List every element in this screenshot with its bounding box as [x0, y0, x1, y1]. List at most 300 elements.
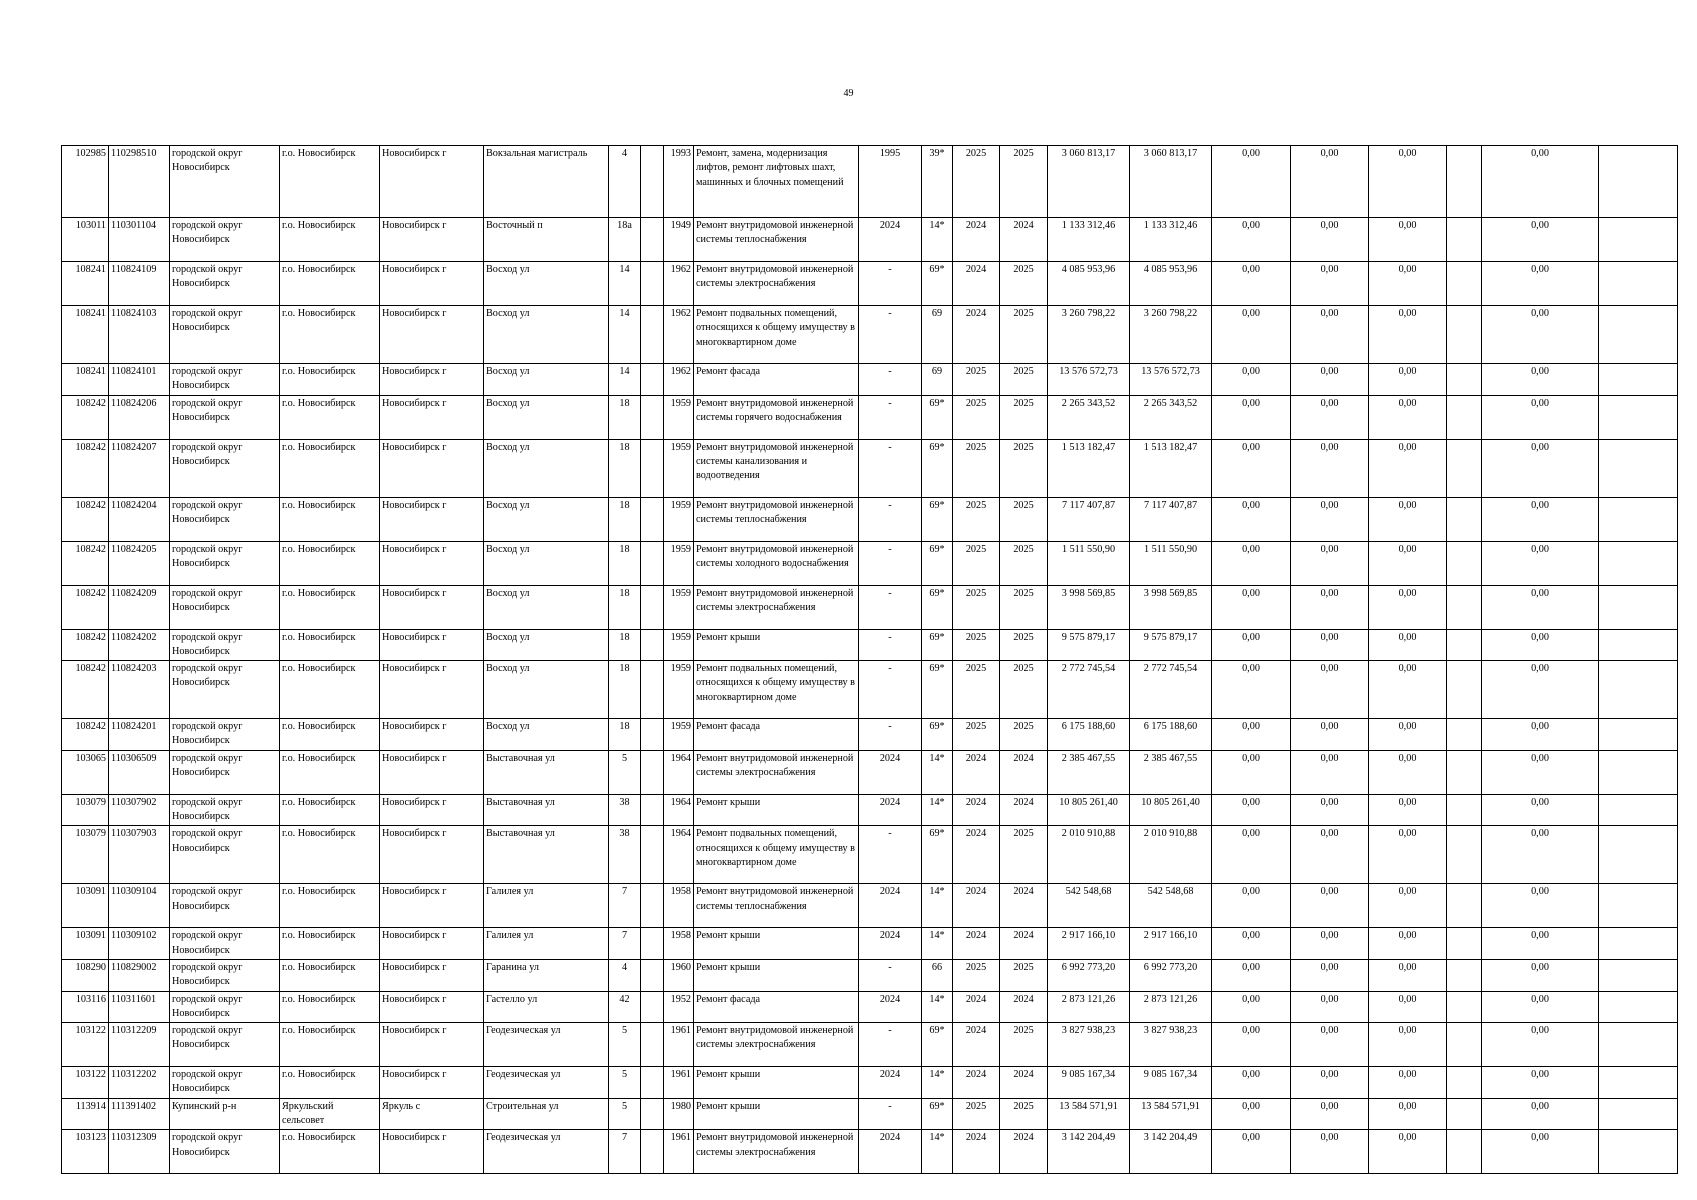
table-cell-col7: 18а	[609, 218, 641, 262]
table-cell-col22	[1599, 1130, 1678, 1174]
table-cell-col21: 0,00	[1482, 629, 1599, 661]
table-row	[62, 218, 1678, 262]
table-cell-col5: Новосибирск г	[380, 262, 484, 306]
table-cell-col16: 1 511 550,90	[1130, 541, 1212, 585]
table-cell-col17: 0,00	[1212, 146, 1291, 218]
table-cell-col21: 0,00	[1482, 959, 1599, 991]
table-cell-col20	[1447, 884, 1482, 928]
table-cell-col6: Восход ул	[484, 541, 609, 585]
table-cell-col11: -	[859, 629, 922, 661]
table-cell-col5: Новосибирск г	[380, 661, 484, 719]
table-cell-col10: Ремонт внутридомовой инженерной системы холодного водоснабжения	[694, 541, 859, 585]
table-cell-col20	[1447, 439, 1482, 497]
table-cell-col8	[641, 750, 664, 794]
table-cell-col2: 110824209	[109, 585, 170, 629]
table-cell-col10: Ремонт крыши	[694, 1098, 859, 1130]
table-cell-col21: 0,00	[1482, 1130, 1599, 1174]
table-cell-col13: 2025	[953, 541, 1000, 585]
table-cell-col7: 5	[609, 1023, 641, 1067]
table-cell-col6: Восход ул	[484, 585, 609, 629]
table-cell-col14: 2025	[1000, 439, 1048, 497]
table-cell-col22	[1599, 826, 1678, 884]
table-cell-col22	[1599, 719, 1678, 751]
table-cell-col6: Галилея ул	[484, 884, 609, 928]
table-cell-col17: 0,00	[1212, 1067, 1291, 1099]
table-row	[62, 928, 1678, 960]
table-row	[62, 541, 1678, 585]
table-cell-col17: 0,00	[1212, 719, 1291, 751]
table-cell-col13: 2025	[953, 585, 1000, 629]
table-cell-col16: 2 873 121,26	[1130, 991, 1212, 1023]
table-cell-col21: 0,00	[1482, 928, 1599, 960]
table-cell-col17: 0,00	[1212, 928, 1291, 960]
table-cell-col9: 1962	[664, 262, 694, 306]
table-cell-col19: 0,00	[1369, 959, 1447, 991]
table-cell-col17: 0,00	[1212, 1130, 1291, 1174]
table-cell-col6: Геодезическая ул	[484, 1067, 609, 1099]
table-cell-col15: 2 772 745,54	[1048, 661, 1130, 719]
table-cell-col8	[641, 826, 664, 884]
table-cell-col21: 0,00	[1482, 541, 1599, 585]
table-cell-col4: Яркульский сельсовет	[280, 1098, 380, 1130]
table-cell-col1: 108241	[62, 262, 109, 306]
table-cell-col5: Яркуль с	[380, 1098, 484, 1130]
table-cell-col3: городской округ Новосибирск	[170, 1067, 280, 1099]
table-cell-col12: 69*	[922, 395, 953, 439]
table-cell-col12: 14*	[922, 750, 953, 794]
table-cell-col12: 69*	[922, 262, 953, 306]
table-cell-col1: 103091	[62, 884, 109, 928]
table-cell-col13: 2024	[953, 991, 1000, 1023]
table-cell-col4: г.о. Новосибирск	[280, 439, 380, 497]
table-cell-col2: 110307902	[109, 794, 170, 826]
table-row	[62, 395, 1678, 439]
table-cell-col11: -	[859, 661, 922, 719]
table-cell-col19: 0,00	[1369, 629, 1447, 661]
table-cell-col1: 108242	[62, 585, 109, 629]
table-cell-col20	[1447, 629, 1482, 661]
table-cell-col18: 0,00	[1291, 439, 1369, 497]
table-cell-col7: 18	[609, 661, 641, 719]
table-cell-col15: 4 085 953,96	[1048, 262, 1130, 306]
table-cell-col2: 110312202	[109, 1067, 170, 1099]
table-cell-col17: 0,00	[1212, 585, 1291, 629]
table-cell-col4: г.о. Новосибирск	[280, 1023, 380, 1067]
table-cell-col7: 18	[609, 497, 641, 541]
table-cell-col20	[1447, 585, 1482, 629]
table-cell-col17: 0,00	[1212, 794, 1291, 826]
table-cell-col15: 3 060 813,17	[1048, 146, 1130, 218]
table-cell-col10: Ремонт фасада	[694, 991, 859, 1023]
table-cell-col14: 2025	[1000, 364, 1048, 396]
table-cell-col17: 0,00	[1212, 306, 1291, 364]
table-cell-col2: 110824201	[109, 719, 170, 751]
table-cell-col7: 18	[609, 629, 641, 661]
table-cell-col14: 2024	[1000, 928, 1048, 960]
table-cell-col18: 0,00	[1291, 750, 1369, 794]
table-cell-col20	[1447, 364, 1482, 396]
table-cell-col9: 1958	[664, 928, 694, 960]
table-cell-col17: 0,00	[1212, 218, 1291, 262]
table-cell-col8	[641, 959, 664, 991]
table-cell-col15: 9 575 879,17	[1048, 629, 1130, 661]
table-cell-col3: Купинский р-н	[170, 1098, 280, 1130]
table-cell-col6: Выставочная ул	[484, 750, 609, 794]
table-cell-col15: 1 133 312,46	[1048, 218, 1130, 262]
table-cell-col10: Ремонт фасада	[694, 719, 859, 751]
table-cell-col6: Восход ул	[484, 497, 609, 541]
table-row	[62, 750, 1678, 794]
table-cell-col20	[1447, 395, 1482, 439]
table-cell-col1: 103091	[62, 928, 109, 960]
table-cell-col9: 1964	[664, 826, 694, 884]
table-cell-col15: 2 917 166,10	[1048, 928, 1130, 960]
table-cell-col11: -	[859, 439, 922, 497]
table-cell-col12: 69*	[922, 629, 953, 661]
table-cell-col16: 3 142 204,49	[1130, 1130, 1212, 1174]
table-cell-col8	[641, 262, 664, 306]
table-cell-col9: 1959	[664, 585, 694, 629]
table-cell-col16: 4 085 953,96	[1130, 262, 1212, 306]
table-cell-col20	[1447, 1023, 1482, 1067]
table-cell-col6: Галилея ул	[484, 928, 609, 960]
table-cell-col10: Ремонт крыши	[694, 629, 859, 661]
table-cell-col3: городской округ Новосибирск	[170, 541, 280, 585]
table-cell-col14: 2025	[1000, 541, 1048, 585]
table-cell-col11: -	[859, 1098, 922, 1130]
table-cell-col21: 0,00	[1482, 884, 1599, 928]
table-cell-col21: 0,00	[1482, 794, 1599, 826]
table-cell-col8	[641, 146, 664, 218]
table-cell-col4: г.о. Новосибирск	[280, 629, 380, 661]
table-cell-col2: 110312309	[109, 1130, 170, 1174]
table-cell-col20	[1447, 826, 1482, 884]
table-cell-col12: 69*	[922, 497, 953, 541]
table-cell-col5: Новосибирск г	[380, 1130, 484, 1174]
table-cell-col12: 69*	[922, 439, 953, 497]
table-cell-col15: 9 085 167,34	[1048, 1067, 1130, 1099]
table-cell-col10: Ремонт внутридомовой инженерной системы электроснабжения	[694, 585, 859, 629]
table-cell-col1: 108241	[62, 364, 109, 396]
table-row	[62, 439, 1678, 497]
table-cell-col18: 0,00	[1291, 585, 1369, 629]
table-cell-col21: 0,00	[1482, 306, 1599, 364]
table-cell-col16: 2 385 467,55	[1130, 750, 1212, 794]
table-cell-col9: 1959	[664, 719, 694, 751]
table-cell-col1: 108242	[62, 629, 109, 661]
table-cell-col14: 2025	[1000, 306, 1048, 364]
table-cell-col14: 2025	[1000, 497, 1048, 541]
table-cell-col10: Ремонт внутридомовой инженерной системы горячего водоснабжения	[694, 395, 859, 439]
table-cell-col6: Гастелло ул	[484, 991, 609, 1023]
table-cell-col4: г.о. Новосибирск	[280, 306, 380, 364]
table-cell-col2: 110824109	[109, 262, 170, 306]
table-cell-col5: Новосибирск г	[380, 497, 484, 541]
table-cell-col10: Ремонт внутридомовой инженерной системы теплоснабжения	[694, 884, 859, 928]
table-cell-col6: Восход ул	[484, 439, 609, 497]
table-cell-col9: 1960	[664, 959, 694, 991]
table-cell-col6: Восход ул	[484, 395, 609, 439]
table-cell-col4: г.о. Новосибирск	[280, 884, 380, 928]
table-cell-col8	[641, 1023, 664, 1067]
table-cell-col20	[1447, 750, 1482, 794]
table-cell-col11: -	[859, 959, 922, 991]
table-cell-col22	[1599, 928, 1678, 960]
table-cell-col15: 1 511 550,90	[1048, 541, 1130, 585]
table-cell-col4: г.о. Новосибирск	[280, 719, 380, 751]
table-cell-col6: Восход ул	[484, 629, 609, 661]
table-cell-col12: 14*	[922, 1067, 953, 1099]
table-cell-col15: 3 142 204,49	[1048, 1130, 1130, 1174]
table-cell-col14: 2024	[1000, 1067, 1048, 1099]
table-cell-col18: 0,00	[1291, 719, 1369, 751]
table-cell-col2: 110824204	[109, 497, 170, 541]
table-cell-col21: 0,00	[1482, 218, 1599, 262]
table-cell-col7: 4	[609, 146, 641, 218]
table-cell-col8	[641, 884, 664, 928]
table-cell-col7: 14	[609, 364, 641, 396]
table-cell-col15: 13 576 572,73	[1048, 364, 1130, 396]
table-cell-col3: городской округ Новосибирск	[170, 364, 280, 396]
table-cell-col10: Ремонт внутридомовой инженерной системы электроснабжения	[694, 750, 859, 794]
table-cell-col12: 69*	[922, 1098, 953, 1130]
table-cell-col18: 0,00	[1291, 794, 1369, 826]
table-cell-col18: 0,00	[1291, 1023, 1369, 1067]
table-cell-col15: 10 805 261,40	[1048, 794, 1130, 826]
table-cell-col3: городской округ Новосибирск	[170, 629, 280, 661]
table-cell-col12: 69	[922, 306, 953, 364]
table-cell-col17: 0,00	[1212, 262, 1291, 306]
table-cell-col1: 113914	[62, 1098, 109, 1130]
table-cell-col13: 2025	[953, 497, 1000, 541]
table-cell-col5: Новосибирск г	[380, 364, 484, 396]
table-cell-col22	[1599, 884, 1678, 928]
table-cell-col21: 0,00	[1482, 661, 1599, 719]
table-cell-col18: 0,00	[1291, 306, 1369, 364]
table-cell-col18: 0,00	[1291, 364, 1369, 396]
table-cell-col12: 66	[922, 959, 953, 991]
table-cell-col2: 110311601	[109, 991, 170, 1023]
table-cell-col11: 2024	[859, 928, 922, 960]
table-cell-col2: 110824207	[109, 439, 170, 497]
table-cell-col16: 2 265 343,52	[1130, 395, 1212, 439]
table-cell-col8	[641, 794, 664, 826]
table-cell-col21: 0,00	[1482, 826, 1599, 884]
table-cell-col19: 0,00	[1369, 928, 1447, 960]
table-cell-col14: 2024	[1000, 750, 1048, 794]
table-cell-col4: г.о. Новосибирск	[280, 1130, 380, 1174]
table-cell-col5: Новосибирск г	[380, 439, 484, 497]
table-cell-col15: 2 265 343,52	[1048, 395, 1130, 439]
table-cell-col19: 0,00	[1369, 750, 1447, 794]
table-row	[62, 629, 1678, 661]
table-cell-col11: 2024	[859, 884, 922, 928]
table-cell-col16: 2 010 910,88	[1130, 826, 1212, 884]
table-cell-col10: Ремонт внутридомовой инженерной системы электроснабжения	[694, 1023, 859, 1067]
table-cell-col16: 2 772 745,54	[1130, 661, 1212, 719]
table-cell-col8	[641, 439, 664, 497]
table-cell-col6: Выставочная ул	[484, 794, 609, 826]
table-cell-col22	[1599, 364, 1678, 396]
table-row	[62, 262, 1678, 306]
table-cell-col21: 0,00	[1482, 1098, 1599, 1130]
table-cell-col9: 1952	[664, 991, 694, 1023]
table-cell-col20	[1447, 928, 1482, 960]
table-cell-col14: 2024	[1000, 218, 1048, 262]
table-cell-col16: 9 085 167,34	[1130, 1067, 1212, 1099]
table-cell-col20	[1447, 146, 1482, 218]
table-cell-col2: 110312209	[109, 1023, 170, 1067]
table-cell-col9: 1959	[664, 395, 694, 439]
table-cell-col5: Новосибирск г	[380, 306, 484, 364]
table-cell-col18: 0,00	[1291, 629, 1369, 661]
table-cell-col18: 0,00	[1291, 497, 1369, 541]
table-cell-col8	[641, 991, 664, 1023]
table-cell-col1: 108242	[62, 661, 109, 719]
table-cell-col19: 0,00	[1369, 1067, 1447, 1099]
table-cell-col11: -	[859, 262, 922, 306]
table-cell-col6: Строительная ул	[484, 1098, 609, 1130]
table-cell-col8	[641, 1130, 664, 1174]
table-cell-col7: 5	[609, 750, 641, 794]
table-cell-col5: Новосибирск г	[380, 884, 484, 928]
table-cell-col19: 0,00	[1369, 884, 1447, 928]
table-cell-col18: 0,00	[1291, 1098, 1369, 1130]
table-cell-col18: 0,00	[1291, 826, 1369, 884]
table-cell-col18: 0,00	[1291, 884, 1369, 928]
table-cell-col2: 110824203	[109, 661, 170, 719]
table-cell-col1: 102985	[62, 146, 109, 218]
table-cell-col13: 2025	[953, 439, 1000, 497]
table-cell-col20	[1447, 218, 1482, 262]
table-cell-col3: городской округ Новосибирск	[170, 497, 280, 541]
table-cell-col22	[1599, 541, 1678, 585]
table-cell-col5: Новосибирск г	[380, 991, 484, 1023]
table-cell-col5: Новосибирск г	[380, 928, 484, 960]
table-cell-col13: 2024	[953, 218, 1000, 262]
table-cell-col21: 0,00	[1482, 585, 1599, 629]
table-cell-col5: Новосибирск г	[380, 585, 484, 629]
table-cell-col3: городской округ Новосибирск	[170, 218, 280, 262]
table-cell-col17: 0,00	[1212, 1098, 1291, 1130]
table-cell-col13: 2024	[953, 826, 1000, 884]
table-cell-col3: городской округ Новосибирск	[170, 146, 280, 218]
table-cell-col22	[1599, 395, 1678, 439]
table-cell-col13: 2024	[953, 306, 1000, 364]
table-cell-col10: Ремонт крыши	[694, 1067, 859, 1099]
table-cell-col9: 1962	[664, 306, 694, 364]
table-cell-col15: 7 117 407,87	[1048, 497, 1130, 541]
table-cell-col20	[1447, 794, 1482, 826]
table-cell-col17: 0,00	[1212, 395, 1291, 439]
table-cell-col9: 1993	[664, 146, 694, 218]
table-cell-col9: 1980	[664, 1098, 694, 1130]
table-cell-col22	[1599, 1067, 1678, 1099]
table-cell-col14: 2025	[1000, 1098, 1048, 1130]
table-cell-col9: 1958	[664, 884, 694, 928]
table-cell-col6: Вокзальная магистраль	[484, 146, 609, 218]
table-cell-col10: Ремонт внутридомовой инженерной системы электроснабжения	[694, 262, 859, 306]
table-cell-col18: 0,00	[1291, 661, 1369, 719]
table-cell-col7: 5	[609, 1067, 641, 1099]
table-cell-col22	[1599, 661, 1678, 719]
table-cell-col2: 110824202	[109, 629, 170, 661]
table-cell-col16: 9 575 879,17	[1130, 629, 1212, 661]
table-cell-col3: городской округ Новосибирск	[170, 439, 280, 497]
table-cell-col4: г.о. Новосибирск	[280, 928, 380, 960]
table-cell-col15: 2 385 467,55	[1048, 750, 1130, 794]
table-cell-col16: 7 117 407,87	[1130, 497, 1212, 541]
table-cell-col21: 0,00	[1482, 1023, 1599, 1067]
table-cell-col8	[641, 661, 664, 719]
table-cell-col10: Ремонт внутридомовой инженерной системы канализования и водоотведения	[694, 439, 859, 497]
table-cell-col21: 0,00	[1482, 750, 1599, 794]
table-cell-col9: 1961	[664, 1067, 694, 1099]
table-cell-col19: 0,00	[1369, 395, 1447, 439]
table-cell-col14: 2025	[1000, 826, 1048, 884]
table-cell-col10: Ремонт фасада	[694, 364, 859, 396]
table-cell-col10: Ремонт крыши	[694, 928, 859, 960]
table-cell-col5: Новосибирск г	[380, 1067, 484, 1099]
table-cell-col4: г.о. Новосибирск	[280, 1067, 380, 1099]
table-cell-col11: -	[859, 585, 922, 629]
table-cell-col19: 0,00	[1369, 306, 1447, 364]
table-cell-col4: г.о. Новосибирск	[280, 826, 380, 884]
table-cell-col17: 0,00	[1212, 661, 1291, 719]
table-cell-col9: 1964	[664, 750, 694, 794]
table-cell-col19: 0,00	[1369, 146, 1447, 218]
table-cell-col10: Ремонт крыши	[694, 959, 859, 991]
table-cell-col10: Ремонт внутридомовой инженерной системы электроснабжения	[694, 1130, 859, 1174]
table-cell-col2: 110824206	[109, 395, 170, 439]
table-cell-col19: 0,00	[1369, 364, 1447, 396]
table-cell-col19: 0,00	[1369, 661, 1447, 719]
table-row	[62, 364, 1678, 396]
table-cell-col16: 542 548,68	[1130, 884, 1212, 928]
table-cell-col9: 1959	[664, 661, 694, 719]
table-cell-col2: 110301104	[109, 218, 170, 262]
table-cell-col1: 103122	[62, 1067, 109, 1099]
table-cell-col2: 110309104	[109, 884, 170, 928]
table-cell-col2: 110824205	[109, 541, 170, 585]
table-cell-col11: 2024	[859, 750, 922, 794]
table-cell-col16: 2 917 166,10	[1130, 928, 1212, 960]
table-cell-col1: 108242	[62, 395, 109, 439]
table-cell-col20	[1447, 991, 1482, 1023]
table-cell-col18: 0,00	[1291, 991, 1369, 1023]
table-cell-col10: Ремонт крыши	[694, 794, 859, 826]
table-cell-col4: г.о. Новосибирск	[280, 959, 380, 991]
table-cell-col1: 103011	[62, 218, 109, 262]
table-cell-col5: Новосибирск г	[380, 146, 484, 218]
table-cell-col7: 18	[609, 439, 641, 497]
table-cell-col19: 0,00	[1369, 1023, 1447, 1067]
table-cell-col6: Геодезическая ул	[484, 1130, 609, 1174]
table-cell-col20	[1447, 661, 1482, 719]
table-row	[62, 497, 1678, 541]
table-cell-col7: 14	[609, 306, 641, 364]
table-cell-col19: 0,00	[1369, 719, 1447, 751]
table-cell-col5: Новосибирск г	[380, 629, 484, 661]
table-cell-col14: 2025	[1000, 661, 1048, 719]
table-cell-col3: городской округ Новосибирск	[170, 991, 280, 1023]
table-cell-col20	[1447, 959, 1482, 991]
table-cell-col21: 0,00	[1482, 1067, 1599, 1099]
table-cell-col11: 2024	[859, 1067, 922, 1099]
table-cell-col2: 110824103	[109, 306, 170, 364]
table-cell-col10: Ремонт внутридомовой инженерной системы теплоснабжения	[694, 497, 859, 541]
table-cell-col4: г.о. Новосибирск	[280, 750, 380, 794]
